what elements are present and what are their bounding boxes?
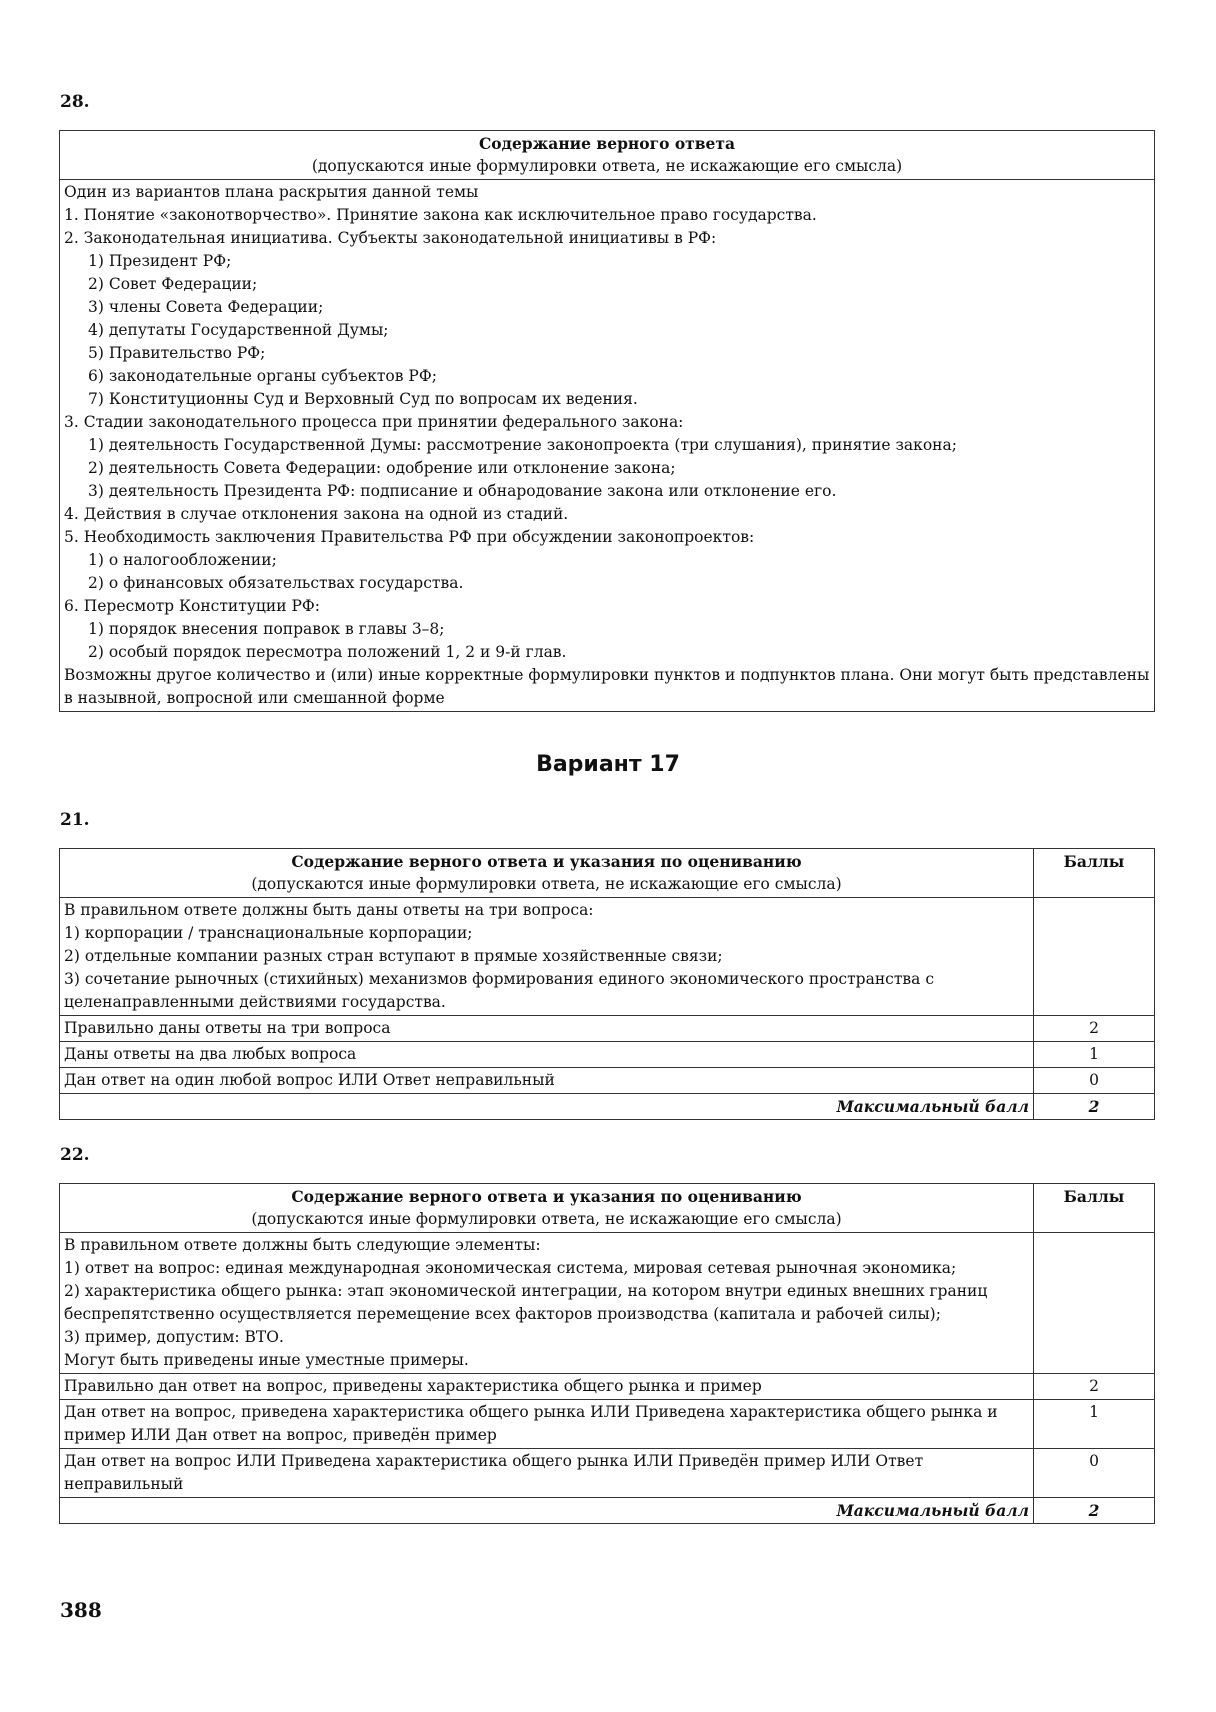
answer-content — [60, 1233, 1034, 1374]
points-cell: 0 — [1034, 1068, 1155, 1094]
content-line: 2) характеристика общего рынка: этап экономической интеграции, на котором внутри единых внешних границ беспрепятственно осуществляется перемещение всех факторов производства (капитала и рабочей силы); — [64, 1282, 988, 1323]
answer-table-21 — [59, 848, 1155, 1120]
answer-table-28 — [59, 130, 1155, 712]
content-line: Возможны другое количество и (или) иные корректные формулировки пунктов и подпунктов плана. Они могут быть представлены в назывной, вопросной или смешанной форме — [64, 666, 1150, 707]
header-subtitle: (допускаются иные формулировки ответа, не искажающие его смысла) — [251, 875, 842, 893]
content-line: 1) Президент РФ; — [88, 252, 232, 270]
content-line: 6. Пересмотр Конституции РФ: — [64, 597, 321, 615]
content-line: 3. Стадии законодательного процесса при принятии федерального закона: — [64, 413, 684, 431]
content-line: 6) законодательные органы субъектов РФ; — [88, 367, 437, 385]
content-line: Могут быть приведены иные уместные примеры. — [64, 1351, 469, 1369]
header-subtitle: (допускаются иные формулировки ответа, не искажающие его смысла) — [251, 1210, 842, 1228]
answer-content — [60, 180, 1155, 712]
question-number-22: 22. — [60, 1145, 90, 1165]
answer-content — [60, 898, 1034, 1016]
content-line: 3) члены Совета Федерации; — [88, 298, 324, 316]
content-line: 1) о налогообложении; — [88, 551, 277, 569]
table-header — [60, 1184, 1034, 1233]
page-number: 388 — [60, 1598, 102, 1622]
content-line: 3) деятельность Президента РФ: подписание и обнародование закона или отклонение его. — [88, 482, 837, 500]
criterion-cell: Даны ответы на два любых вопроса — [60, 1042, 1034, 1068]
max-score-label: Максимальный балл — [60, 1094, 1034, 1120]
max-score-row — [60, 1094, 1155, 1120]
content-line: 2) о финансовых обязательствах государства. — [88, 574, 464, 592]
max-score-value: 2 — [1034, 1094, 1155, 1120]
table-row — [60, 1068, 1155, 1094]
max-score-label: Максимальный балл — [60, 1498, 1034, 1524]
content-line: 2) отдельные компании разных стран вступают в прямые хозяйственные связи; — [64, 947, 723, 965]
points-cell-empty — [1034, 898, 1155, 1016]
points-cell: 1 — [1034, 1400, 1155, 1449]
answer-table-22 — [59, 1183, 1155, 1524]
content-line: В правильном ответе должны быть даны ответы на три вопроса: — [64, 901, 594, 919]
content-line: 2) Совет Федерации; — [88, 275, 258, 293]
points-header: Баллы — [1034, 849, 1155, 898]
variant-title: Вариант 17 — [536, 752, 680, 777]
points-cell: 0 — [1034, 1449, 1155, 1498]
table-row — [60, 1016, 1155, 1042]
criterion-cell: Дан ответ на вопрос, приведена характеристика общего рынка ИЛИ Приведена характеристика общего рынка и пример ИЛИ Дан ответ на вопрос, приведён пример — [60, 1400, 1034, 1449]
header-subtitle: (допускаются иные формулировки ответа, не искажающие его смысла) — [311, 157, 903, 175]
header-title: Содержание верного ответа и указания по оцениванию — [291, 852, 802, 871]
table-header — [60, 131, 1155, 180]
content-line: 3) пример, допустим: ВТО. — [64, 1328, 284, 1346]
points-cell: 2 — [1034, 1016, 1155, 1042]
header-title: Содержание верного ответа — [478, 134, 736, 153]
question-number-28: 28. — [60, 92, 90, 112]
content-line: 1) корпорации / транснациональные корпорации; — [64, 924, 473, 942]
points-cell: 1 — [1034, 1042, 1155, 1068]
table-header — [60, 849, 1034, 898]
content-line: 1) ответ на вопрос: единая международная экономическая система, мировая сетевая рыночная экономика; — [64, 1259, 957, 1277]
content-line: 4) депутаты Государственной Думы; — [88, 321, 389, 339]
table-row — [60, 1449, 1155, 1498]
content-line: 1) порядок внесения поправок в главы 3–8; — [88, 620, 445, 638]
max-score-row — [60, 1498, 1155, 1524]
points-header: Баллы — [1034, 1184, 1155, 1233]
content-line: 2) особый порядок пересмотра положений 1, 2 и 9-й глав. — [88, 643, 567, 661]
criterion-cell: Дан ответ на один любой вопрос ИЛИ Ответ неправильный — [60, 1068, 1034, 1094]
table-row — [60, 1374, 1155, 1400]
content-line: 4. Действия в случае отклонения закона на одной из стадий. — [64, 505, 569, 523]
content-line: 3) сочетание рыночных (стихийных) механизмов формирования единого экономического пространства с целенаправленными действиями государства. — [64, 970, 935, 1011]
content-line: Один из вариантов плана раскрытия данной темы — [64, 183, 479, 201]
table-row — [60, 1042, 1155, 1068]
content-line: 1. Понятие «законотворчество». Принятие закона как исключительное право государства. — [64, 206, 817, 224]
criterion-cell: Правильно даны ответы на три вопроса — [60, 1016, 1034, 1042]
content-line: В правильном ответе должны быть следующие элементы: — [64, 1236, 541, 1254]
header-title: Содержание верного ответа и указания по оцениванию — [291, 1187, 802, 1206]
criterion-cell: Дан ответ на вопрос ИЛИ Приведена характеристика общего рынка ИЛИ Приведён пример ИЛИ Ответ неправильный — [60, 1449, 1034, 1498]
table-row — [60, 1400, 1155, 1449]
content-line: 2) деятельность Совета Федерации: одобрение или отклонение закона; — [88, 459, 676, 477]
criterion-cell: Правильно дан ответ на вопрос, приведены характеристика общего рынка и пример — [60, 1374, 1034, 1400]
content-line: 1) деятельность Государственной Думы: рассмотрение законопроекта (три слушания), принятие закона; — [88, 436, 957, 454]
max-score-value: 2 — [1034, 1498, 1155, 1524]
content-line: 2. Законодательная инициатива. Субъекты законодательной инициативы в РФ: — [64, 229, 717, 247]
points-cell: 2 — [1034, 1374, 1155, 1400]
points-cell-empty — [1034, 1233, 1155, 1374]
question-number-21: 21. — [60, 810, 90, 830]
content-line: 7) Конституционны Суд и Верховный Суд по вопросам их ведения. — [88, 390, 638, 408]
content-line: 5) Правительство РФ; — [88, 344, 266, 362]
content-line: 5. Необходимость заключения Правительства РФ при обсуждении законопроектов: — [64, 528, 755, 546]
